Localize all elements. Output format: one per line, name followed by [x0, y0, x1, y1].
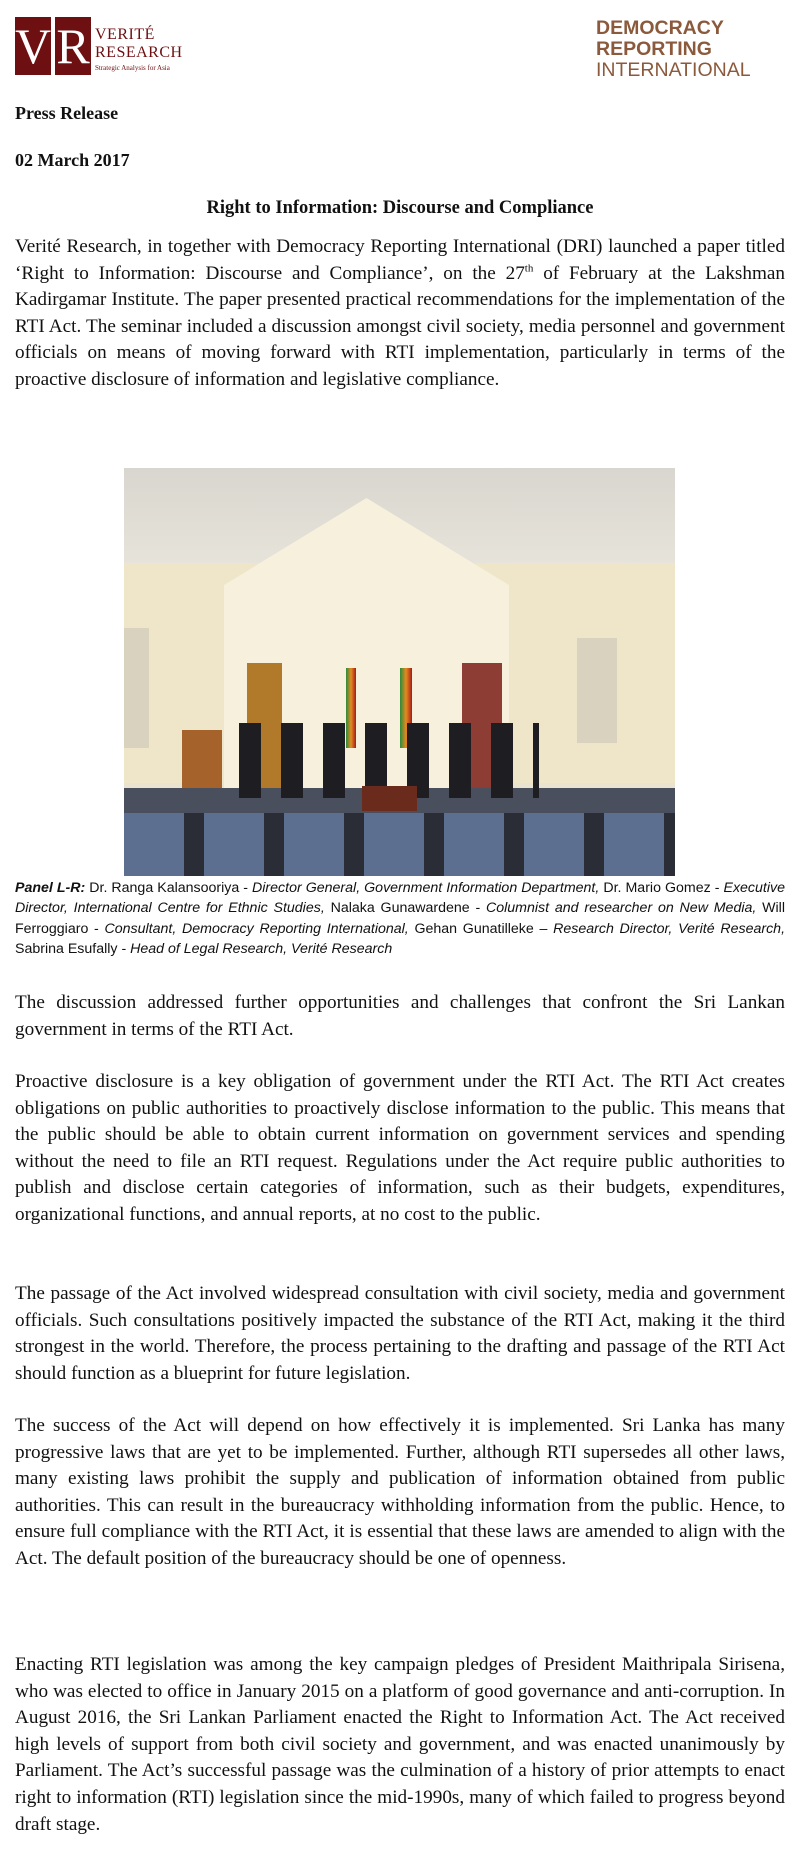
body-paragraph: The success of the Act will depend on how effectively it is implemented. Sri Lanka has many progressive laws that are yet to be implemented. Further, although RTI supersedes all other laws, many existing laws prohibit the supply and publication of information obtained from public authorities. This can result in the bureaucracy withholding information from the public. Hence, to ensure full compliance with the RTI Act, it is essential that these laws are amended to align with the Act. The default position of the bureaucracy should be one of openness. [15, 1415, 785, 1569]
body-paragraph: Proactive disclosure is a key obligation of government under the RTI Act. The RTI Act creates obligations on public authorities to proactively disclose information to the public. This means that the public should be able to obtain current information on government services and spending without the need to file an RTI request. Regulations under the Act require public authorities to publish and disclose certain categories of information, such as their budgets, expenditures, organizational functions, and annual reports, at no cost to the public. [15, 1071, 785, 1225]
intro-text-a: Verité Research, in together with Democracy Reporting International (DRI) launched a paper titled ‘Right to Information: Discourse and Compliance’, on the 27 [15, 236, 785, 284]
caption-role: Head of Legal Research, Verité Research [130, 940, 393, 957]
caption-role: Consultant, Democracy Reporting International, [104, 920, 409, 937]
photo-window-left [124, 628, 149, 748]
caption-name: Sabrina Esufally - [15, 940, 131, 957]
release-date: 02 March 2017 [15, 150, 130, 170]
logo-tagline: Strategic Analysis for Asia [95, 64, 170, 72]
dri-logo-line2: REPORTING [596, 38, 712, 60]
logo-initial-r: R [56, 18, 90, 74]
caption-role: Director General, Government Information Department, [252, 880, 600, 896]
photo-window-right [577, 638, 617, 743]
caption-role: Research Director, Verité Research, [553, 920, 786, 937]
photo-table [362, 786, 417, 811]
caption-name: Nalaka Gunawardene - [324, 900, 486, 917]
body-paragraph: The passage of the Act involved widespread consultation with civil society, media and government officials. Such consultations positively impacted the substance of the RTI Act, making it the third strongest in the world. Therefore, the process pertaining to the drafting and passage of the RTI Act should function as a blueprint for future legislation. [15, 1283, 785, 1384]
intro-text-b: of February at the Lakshman Kadirgamar Institute. The paper presented practical recommendations for the implementation of the RTI Act. The seminar included a discussion amongst civil society, media personnel and government officials on means of moving forward with RTI implementation, particularly in terms of the proactive disclosure of information and legislative compliance. [15, 262, 786, 390]
photo-caption [15, 878, 785, 959]
intro-paragraph [15, 234, 785, 394]
page-title: Right to Information: Discourse and Compliance [206, 198, 594, 218]
verite-research-logo [15, 17, 185, 75]
dri-logo [596, 18, 751, 81]
photo-audience-seats [124, 813, 675, 876]
intro-sup: th [524, 262, 534, 275]
caption-name: Gehan Gunatilleke – [408, 920, 554, 937]
body-paragraph: The discussion addressed further opportunities and challenges that confront the Sri Lankan government in terms of the RTI Act. [15, 992, 785, 1040]
caption-role: Columnist and researcher on New Media, [486, 900, 757, 917]
caption-label: Panel L-R: [15, 880, 86, 896]
logo-name-2: RESEARCH [95, 44, 183, 61]
caption-role: Executive Director, International Centre for Ethnic Studies, [15, 880, 785, 917]
caption-name: Dr. Mario Gomez - [599, 880, 724, 896]
document-type: Press Release [15, 103, 119, 123]
caption-name: Will Ferroggiaro - [15, 900, 785, 937]
caption-name: Dr. Ranga Kalansooriya - [85, 880, 253, 896]
body-paragraph: Enacting RTI legislation was among the key campaign pledges of President Maithripala Sirisena, who was elected to office in January 2015 on a platform of good governance and anti-corruption. In August 2016, the Sri Lankan Parliament enacted the Right to Information Act. The Act received high levels of support from both civil society and government, and was enacted unanimously by Parliament. The Act’s successful passage was the culmination of a history of prior attempts to enact right to information (RTI) legislation since the mid-1990s, many of which failed to progress beyond draft stage. [15, 1654, 785, 1835]
dri-logo-line1: DEMOCRACY [596, 17, 724, 39]
dri-logo-line3: INTERNATIONAL [596, 59, 751, 81]
logo-name-1: VERITÉ [95, 26, 155, 43]
logo-initial-v: V [15, 18, 52, 74]
event-photo [124, 468, 675, 876]
